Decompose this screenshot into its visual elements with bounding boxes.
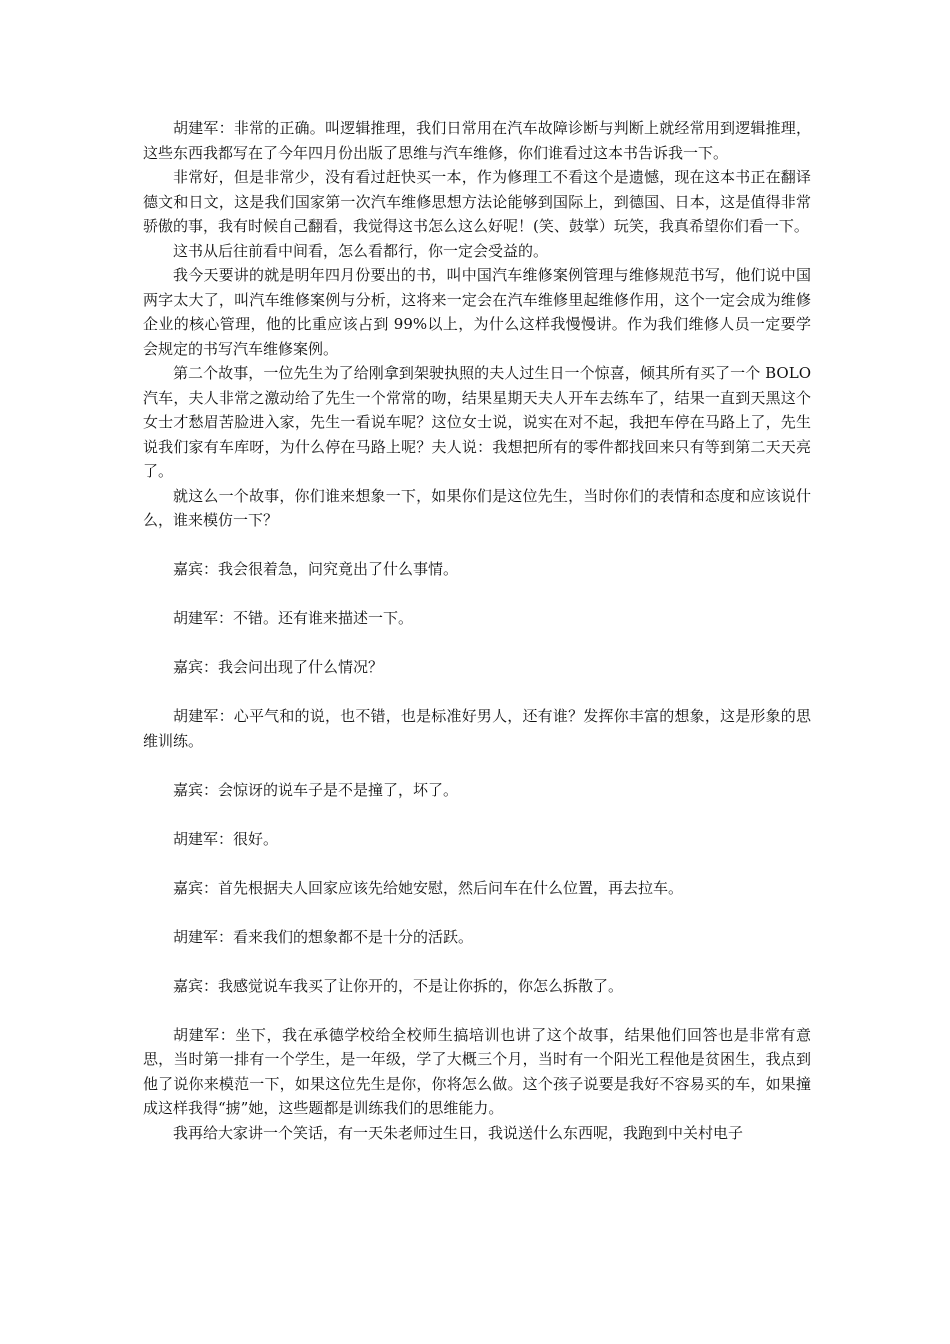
paragraph-3: 这书从后往前看中间看，怎么看都行，你一定会受益的。 (173, 241, 549, 260)
paragraph-5: 第二个故事，一位先生为了给刚拿到架驶执照的夫人过生日一个惊喜，倾其所有买了一个 BOLO 汽车，夫人非常之激动给了先生一个常常的吻，结果星期天夫人开车去练车了，结果一直到天黑这个女士才愁眉苦脸进入家，先生一看说车呢？这位女士说，说实在对不起，我把车停在马路上了，先生说我们家有车库呀，为什么停在马路上呢？夫人说：我想把所有的零件都找回来只有等到第二天天亮了。 (143, 364, 811, 480)
document-body (143, 116, 811, 1145)
dialogue-host-1: 胡建军：不错。还有谁来描述一下。 (173, 609, 414, 627)
dialogue-guest-4: 嘉宾：首先根据夫人回家应该先给她安慰，然后问车在什么位置，再去拉车。 (173, 878, 684, 897)
dialogue-guest-2: 嘉宾：我会问出现了什么情况？ (173, 658, 384, 676)
dialogue-host-3: 胡建军：很好。 (173, 829, 279, 848)
paragraph-2: 非常好，但是非常少，没有看过赶快买一本，作为修理工不看这个是遗憾，现在这本书正在翻译德文和日文，这是我们国家第一次汽车维修思想方法论能够到国际上，到德国、日本，这是值得非常骄傲的事，我有时候自己翻看，我觉得这书怎么这么好呢！(笑、鼓掌）玩笑，我真希望你们看一下。 (143, 168, 811, 235)
paragraph-6: 就这么一个故事，你们谁来想象一下，如果你们是这位先生，当时你们的表情和态度和应该说什么，谁来模仿一下？ (143, 486, 811, 529)
paragraph-4: 我今天要讲的就是明年四月份要出的书，叫中国汽车维修案例管理与维修规范书写，他们说中国两字太大了，叫汽车维修案例与分析，这将来一定会在汽车维修里起维修作用，这个一定会成为维修企业的核心管理，他的比重应该占到 99%以上，为什么这样我慢慢讲。作为我们维修人员一定要学会规定的书写汽车维修案例。 (143, 266, 811, 358)
dialogue-guest-5: 嘉宾：我感觉说车我买了让你开的，不是让你拆的，你怎么拆散了。 (173, 976, 624, 995)
dialogue-host-2: 胡建军：心平气和的说，也不错，也是标准好男人，还有谁？发挥你丰富的想象，这是形象的思维训练。 (143, 707, 811, 750)
dialogue-guest-3: 嘉宾：会惊讶的说车子是不是撞了，坏了。 (173, 780, 459, 799)
dialogue-host-4: 胡建军：看来我们的想象都不是十分的活跃。 (173, 927, 474, 946)
dialogue-guest-1: 嘉宾：我会很着急，问究竟出了什么事情。 (173, 560, 459, 578)
dialogue-host-5: 胡建军：坐下，我在承德学校给全校师生搞培训也讲了这个故事，结果他们回答也是非常有意思，当时第一排有一个学生，是一年级，学了大概三个月，当时有一个阳光工程他是贫困生，我点到他了说你来模范一下，如果这位先生是你，你将怎么做。这个孩子说要是我好不容易买的车，如果撞成这样我得“掳”她，这些题都是训练我们的思维能力。 (143, 1025, 811, 1117)
paragraph-final: 我再给大家讲一个笑话，有一天朱老师过生日，我说送什么东西呢，我跑到中关村电子 (173, 1123, 744, 1142)
paragraph-1: 胡建军：非常的正确。叫逻辑推理，我们日常用在汽车故障诊断与判断上就经常用到逻辑推理，这些东西我都写在了今年四月份出版了思维与汽车维修，你们谁看过这本书告诉我一下。 (143, 119, 811, 162)
